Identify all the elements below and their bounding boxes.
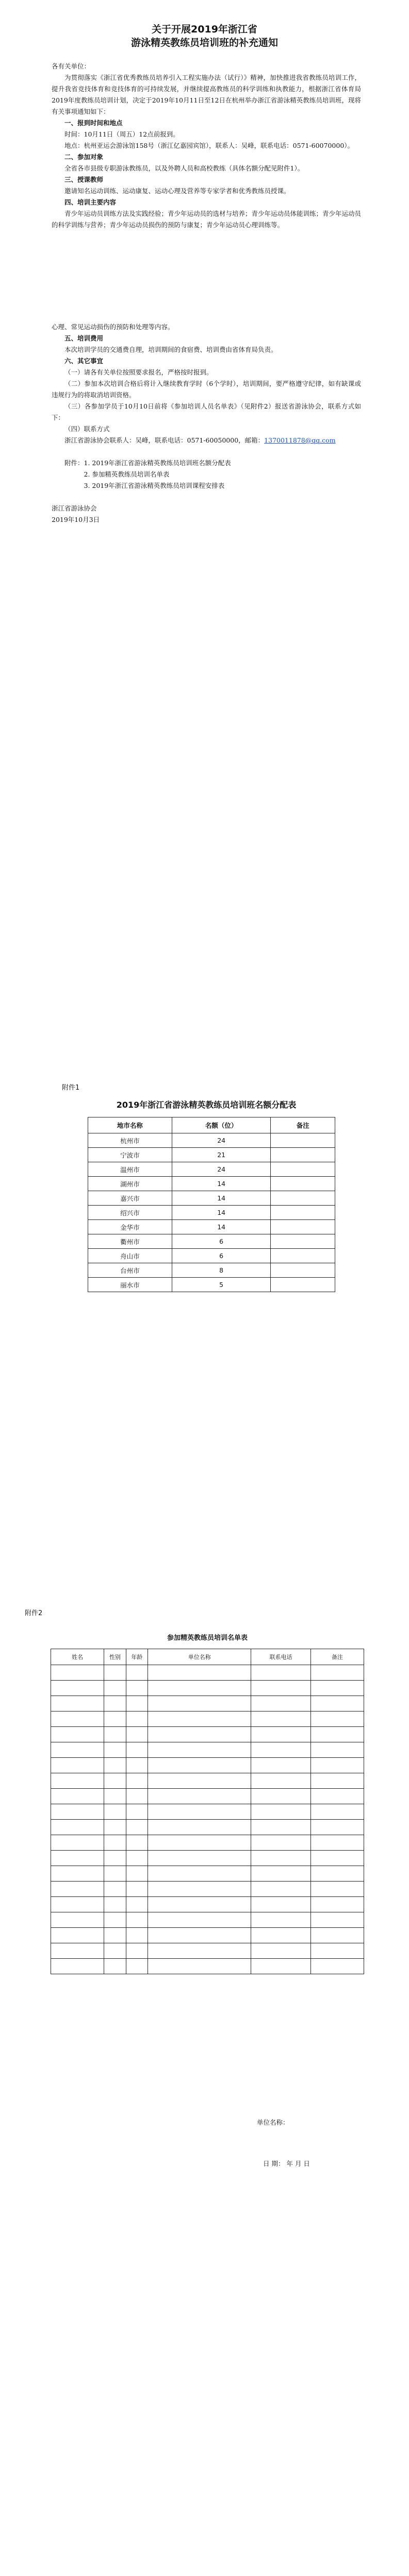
table-cell[interactable]: [126, 1928, 148, 1943]
table-cell[interactable]: [310, 1882, 364, 1897]
table-cell[interactable]: [104, 1773, 126, 1789]
table-row: [88, 1263, 335, 1278]
table-cell[interactable]: [51, 1696, 104, 1711]
date-label: 日 期：: [263, 2160, 285, 2167]
quota-table: [88, 1117, 335, 1292]
table-cell[interactable]: [104, 1804, 126, 1820]
table-cell[interactable]: [126, 1897, 148, 1912]
table-row: [88, 1234, 335, 1249]
table-row: [51, 1959, 364, 1974]
table-cell[interactable]: [51, 1835, 104, 1851]
table-cell[interactable]: [126, 1820, 148, 1835]
table-cell[interactable]: [310, 1897, 364, 1912]
table-cell[interactable]: [104, 1727, 126, 1742]
table-row: [51, 1928, 364, 1943]
table-cell: [271, 1278, 335, 1292]
paragraph: 心理、常见运动损伤的预防和处理等内容。: [52, 323, 174, 331]
table-row: [51, 1851, 364, 1866]
notice-title: [0, 23, 409, 49]
table-cell[interactable]: [51, 1681, 104, 1696]
table-row: [51, 1758, 364, 1773]
table-cell[interactable]: [104, 1959, 126, 1974]
table-cell: 金华市: [88, 1220, 172, 1234]
table-cell[interactable]: [251, 1866, 310, 1882]
table-cell[interactable]: [251, 1882, 310, 1897]
table-cell[interactable]: [126, 1959, 148, 1974]
table-cell[interactable]: [104, 1928, 126, 1943]
table-cell[interactable]: [126, 1882, 148, 1897]
column-header: 名额（位）: [172, 1117, 271, 1133]
table-row: [51, 1912, 364, 1928]
contact-text: 浙江省游泳协会联系人：吴峰，联系电话：0571-60050000，邮箱：: [64, 436, 265, 444]
table-cell[interactable]: [310, 1943, 364, 1959]
annex2-page: [0, 1607, 409, 2308]
table-cell[interactable]: [310, 1742, 364, 1758]
table-cell[interactable]: [126, 1758, 148, 1773]
table-cell: [271, 1133, 335, 1148]
table-cell[interactable]: [126, 1711, 148, 1727]
table-cell[interactable]: [126, 1912, 148, 1928]
table-cell[interactable]: [104, 1851, 126, 1866]
table-cell[interactable]: [310, 1866, 364, 1882]
table-cell[interactable]: [310, 1835, 364, 1851]
signature-org: 浙江省游泳协会: [52, 504, 97, 512]
table-cell[interactable]: [51, 1773, 104, 1789]
table-row: [51, 1882, 364, 1897]
table-cell[interactable]: [126, 1866, 148, 1882]
spacer: [52, 446, 361, 457]
table-cell: 6: [172, 1249, 271, 1263]
table-cell[interactable]: [148, 1835, 251, 1851]
table-cell[interactable]: [310, 1696, 364, 1711]
annex1-label: 附件1: [62, 1084, 80, 1092]
table-cell[interactable]: [104, 1758, 126, 1773]
unit-name-line: [257, 2117, 289, 2127]
table-cell[interactable]: [148, 1665, 251, 1681]
table-cell[interactable]: [148, 1681, 251, 1696]
intro-paragraph: 为贯彻落实《浙江省优秀教练员培养引入工程实施办法（试行）》精神，加快推进我省教练员培训工作，提升我省竞技体育和竞技体育的可持续发展，并继续提高教练员的科学训练和执教能力，根据浙江省体育局2019年度教练员培训计划，决定于2019年10月11日至12日在杭州举办浙江省游泳精英教练员培训班，现将有关事项通知如下：: [52, 74, 361, 115]
table-cell[interactable]: [310, 1711, 364, 1727]
table-cell[interactable]: [51, 1820, 104, 1835]
paragraph: （三）各参加学员于10月10日前将《参加培训人员名单表》（见附件2）报送省游泳协会，联系方式如下：: [52, 402, 361, 421]
email-link[interactable]: 1370011878@qq.com: [264, 436, 336, 444]
table-cell[interactable]: [104, 1835, 126, 1851]
spacer: [52, 492, 361, 503]
notice-title-line1: 关于开展2019年浙江省: [152, 24, 257, 35]
table-cell: 湖州市: [88, 1177, 172, 1191]
table-cell[interactable]: [251, 1789, 310, 1804]
column-header: 姓名: [51, 1649, 104, 1665]
table-cell[interactable]: [148, 1711, 251, 1727]
column-header: 地市名称: [88, 1117, 172, 1133]
table-cell[interactable]: [104, 1943, 126, 1959]
table-cell: 6: [172, 1234, 271, 1249]
table-row: [88, 1206, 335, 1220]
paragraph: 全省各市县级专职游泳教练员，以及外聘人员和高校教练（具体名额分配见附件1）。: [64, 164, 304, 172]
table-cell[interactable]: [251, 1711, 310, 1727]
table-cell: [271, 1206, 335, 1220]
table-cell[interactable]: [310, 1959, 364, 1974]
table-cell[interactable]: [148, 1882, 251, 1897]
contact-paragraph: [52, 435, 361, 446]
table-cell: 14: [172, 1177, 271, 1191]
table-cell[interactable]: [51, 1897, 104, 1912]
table-cell[interactable]: [148, 1742, 251, 1758]
table-row: [88, 1177, 335, 1191]
table-cell[interactable]: [148, 1789, 251, 1804]
table-cell: 台州市: [88, 1263, 172, 1278]
table-row: [51, 1681, 364, 1696]
table-cell[interactable]: [148, 1897, 251, 1912]
table-row: [51, 1866, 364, 1882]
column-header: 备注: [310, 1649, 364, 1665]
table-cell[interactable]: [51, 1959, 104, 1974]
table-cell[interactable]: [51, 1804, 104, 1820]
table-cell[interactable]: [310, 1820, 364, 1835]
table-cell[interactable]: [104, 1866, 126, 1882]
table-cell[interactable]: [104, 1912, 126, 1928]
table-cell[interactable]: [126, 1773, 148, 1789]
table-cell[interactable]: [104, 1897, 126, 1912]
table-cell[interactable]: [148, 1943, 251, 1959]
table-cell[interactable]: [310, 1912, 364, 1928]
table-row: [51, 1665, 364, 1681]
table-row: [88, 1133, 335, 1148]
table-cell: [271, 1234, 335, 1249]
date-line: [263, 2159, 310, 2168]
table-cell[interactable]: [51, 1727, 104, 1742]
attachment-item: 2. 参加精英教练员培训名单表: [84, 470, 170, 478]
table-cell[interactable]: [251, 1742, 310, 1758]
unit-name-label: 单位名称：: [257, 2119, 289, 2126]
table-header-row: [51, 1649, 364, 1665]
table-cell: [271, 1162, 335, 1177]
column-header: 备注: [271, 1117, 335, 1133]
table-cell: [271, 1249, 335, 1263]
section-heading: 四、培训主要内容: [64, 198, 117, 206]
table-cell: [271, 1220, 335, 1234]
table-cell[interactable]: [251, 1681, 310, 1696]
table-row: [51, 1820, 364, 1835]
table-cell[interactable]: [310, 1773, 364, 1789]
table-cell[interactable]: [251, 1928, 310, 1943]
table-cell[interactable]: [126, 1851, 148, 1866]
table-cell[interactable]: [104, 1882, 126, 1897]
table-cell: 14: [172, 1206, 271, 1220]
attachments-line: 附件：1. 2019年浙江省游泳精英教练员培训班名额分配表: [64, 459, 231, 467]
paragraph: （四）联系方式: [64, 425, 110, 433]
annex1-page: [0, 1082, 409, 1298]
table-cell[interactable]: [310, 1758, 364, 1773]
table-cell[interactable]: [310, 1804, 364, 1820]
table-cell[interactable]: [148, 1758, 251, 1773]
table-cell[interactable]: [148, 1773, 251, 1789]
table-cell[interactable]: [51, 1912, 104, 1928]
section-heading: 三、授课教师: [64, 176, 104, 183]
table-header-row: [88, 1117, 335, 1133]
table-cell[interactable]: [126, 1665, 148, 1681]
table-cell: 衢州市: [88, 1234, 172, 1249]
table-cell[interactable]: [251, 1851, 310, 1866]
table-cell[interactable]: [126, 1742, 148, 1758]
table-cell[interactable]: [126, 1727, 148, 1742]
table-cell[interactable]: [51, 1866, 104, 1882]
table-cell[interactable]: [51, 1851, 104, 1866]
notice-page: [0, 0, 409, 793]
table-cell[interactable]: [148, 1727, 251, 1742]
column-header: 单位名称: [148, 1649, 251, 1665]
table-cell[interactable]: [104, 1665, 126, 1681]
paragraph: 时间：10月11日（周五）12点前报到。: [64, 130, 179, 138]
annex1-title: 2019年浙江省游泳精英教练员培训班名额分配表: [116, 1100, 297, 1110]
table-cell[interactable]: [126, 1681, 148, 1696]
table-cell: [271, 1263, 335, 1278]
table-cell[interactable]: [104, 1711, 126, 1727]
section-heading: 五、培训费用: [64, 334, 104, 342]
table-cell[interactable]: [251, 1943, 310, 1959]
table-cell: 14: [172, 1191, 271, 1206]
table-cell[interactable]: [104, 1820, 126, 1835]
table-cell[interactable]: [51, 1665, 104, 1681]
table-cell[interactable]: [104, 1696, 126, 1711]
table-row: [51, 1773, 364, 1789]
table-cell[interactable]: [148, 1912, 251, 1928]
annex2-title: 参加精英教练员培训名单表: [167, 1634, 248, 1642]
table-cell: 5: [172, 1278, 271, 1292]
table-cell[interactable]: [51, 1742, 104, 1758]
table-cell: 温州市: [88, 1162, 172, 1177]
table-cell[interactable]: [51, 1711, 104, 1727]
column-header: 联系电话: [251, 1649, 310, 1665]
paragraph: （二）参加本次培训合格后将计入继续教育学时（6个学时），培训期间，要严格遵守纪律，如有缺课或违规行为的将取消培训资格。: [52, 380, 361, 399]
table-cell[interactable]: [310, 1851, 364, 1866]
table-cell[interactable]: [148, 1696, 251, 1711]
paragraph: （一）请各有关单位按照要求报名，严格按时报到。: [64, 368, 213, 376]
table-cell[interactable]: [148, 1928, 251, 1943]
table-cell[interactable]: [126, 1943, 148, 1959]
table-cell[interactable]: [251, 1773, 310, 1789]
date-value: 年 月 日: [286, 2160, 310, 2167]
table-cell[interactable]: [148, 1851, 251, 1866]
table-cell: 24: [172, 1133, 271, 1148]
table-row: [51, 1943, 364, 1959]
table-cell[interactable]: [310, 1789, 364, 1804]
table-row: [88, 1191, 335, 1206]
table-cell[interactable]: [310, 1681, 364, 1696]
table-row: [51, 1804, 364, 1820]
table-cell: 14: [172, 1220, 271, 1234]
table-row: [51, 1711, 364, 1727]
table-cell: 舟山市: [88, 1249, 172, 1263]
table-cell[interactable]: [251, 1727, 310, 1742]
table-row: [88, 1148, 335, 1162]
table-cell[interactable]: [148, 1959, 251, 1974]
table-cell[interactable]: [51, 1928, 104, 1943]
table-cell[interactable]: [126, 1696, 148, 1711]
table-cell: 丽水市: [88, 1278, 172, 1292]
section-heading: 二、参加对象: [64, 153, 104, 161]
table-cell: [271, 1177, 335, 1191]
table-cell: 绍兴市: [88, 1206, 172, 1220]
section-heading: 一、报到时间和地点: [64, 119, 123, 127]
table-row: [88, 1162, 335, 1177]
greeting: 各有关单位：: [52, 62, 91, 70]
table-cell[interactable]: [251, 1758, 310, 1773]
quota-table-body: [88, 1133, 335, 1292]
notice-body: [52, 61, 361, 526]
table-cell[interactable]: [51, 1882, 104, 1897]
annex2-label: 附件2: [25, 1609, 43, 1617]
column-header: 性别: [104, 1649, 126, 1665]
participant-table: [51, 1649, 364, 1974]
participant-table-body: [51, 1665, 364, 1974]
table-cell[interactable]: [51, 1789, 104, 1804]
table-cell[interactable]: [104, 1789, 126, 1804]
table-cell[interactable]: [310, 1928, 364, 1943]
table-cell[interactable]: [251, 1959, 310, 1974]
table-cell: 21: [172, 1148, 271, 1162]
table-cell[interactable]: [148, 1804, 251, 1820]
table-cell: [271, 1148, 335, 1162]
table-row: [88, 1278, 335, 1292]
table-cell: 杭州市: [88, 1133, 172, 1148]
table-cell[interactable]: [126, 1804, 148, 1820]
table-cell[interactable]: [251, 1912, 310, 1928]
table-cell: 24: [172, 1162, 271, 1177]
table-row: [51, 1789, 364, 1804]
notice-title-line2: 游泳精英教练员培训班的补充通知: [130, 37, 278, 48]
table-cell[interactable]: [251, 1665, 310, 1681]
column-header: 年龄: [126, 1649, 148, 1665]
paragraph: 青少年运动员训练方法及实践经验；青少年运动员的选材与培养；青少年运动员体能训练；青少年运动员的科学训练与营养；青少年运动员损伤的预防与康复；青少年运动员心理训练等。: [52, 210, 362, 229]
table-cell[interactable]: [310, 1727, 364, 1742]
paragraph: 本次培训学员的交通费自理，培训期间的食宿费、培训费由省体育局负责。: [64, 346, 277, 353]
table-cell: 嘉兴市: [88, 1191, 172, 1206]
table-cell[interactable]: [251, 1897, 310, 1912]
table-row: [51, 1727, 364, 1742]
paragraph: 地点：杭州亚运会游泳馆158号（浙江亿嘉园宾馆），联系人：吴峰，联系电话：0571-60070000）。: [64, 142, 354, 149]
paragraph: 邀请知名运动训练、运动康复、运动心理及营养等专家学者和优秀教练员授课。: [64, 187, 290, 195]
table-cell[interactable]: [251, 1696, 310, 1711]
table-row: [51, 1897, 364, 1912]
page-break-gap: [52, 231, 361, 321]
table-row: [51, 1696, 364, 1711]
section-heading: 六、其它事宜: [64, 357, 104, 365]
table-row: [51, 1835, 364, 1851]
table-cell[interactable]: [104, 1681, 126, 1696]
table-cell[interactable]: [126, 1835, 148, 1851]
table-cell[interactable]: [104, 1742, 126, 1758]
table-cell[interactable]: [251, 1804, 310, 1820]
table-cell: 宁波市: [88, 1148, 172, 1162]
table-cell[interactable]: [148, 1820, 251, 1835]
table-cell[interactable]: [126, 1789, 148, 1804]
table-cell: [271, 1191, 335, 1206]
table-row: [51, 1742, 364, 1758]
table-cell[interactable]: [251, 1820, 310, 1835]
table-cell[interactable]: [51, 1943, 104, 1959]
table-cell[interactable]: [251, 1835, 310, 1851]
attachment-item: 3. 2019年浙江省游泳精英教练员培训课程安排表: [84, 482, 225, 489]
signature-date: 2019年10月3日: [52, 516, 100, 523]
table-cell[interactable]: [51, 1758, 104, 1773]
table-row: [88, 1220, 335, 1234]
table-cell[interactable]: [310, 1665, 364, 1681]
table-cell: 8: [172, 1263, 271, 1278]
table-row: [88, 1249, 335, 1263]
table-cell[interactable]: [148, 1866, 251, 1882]
